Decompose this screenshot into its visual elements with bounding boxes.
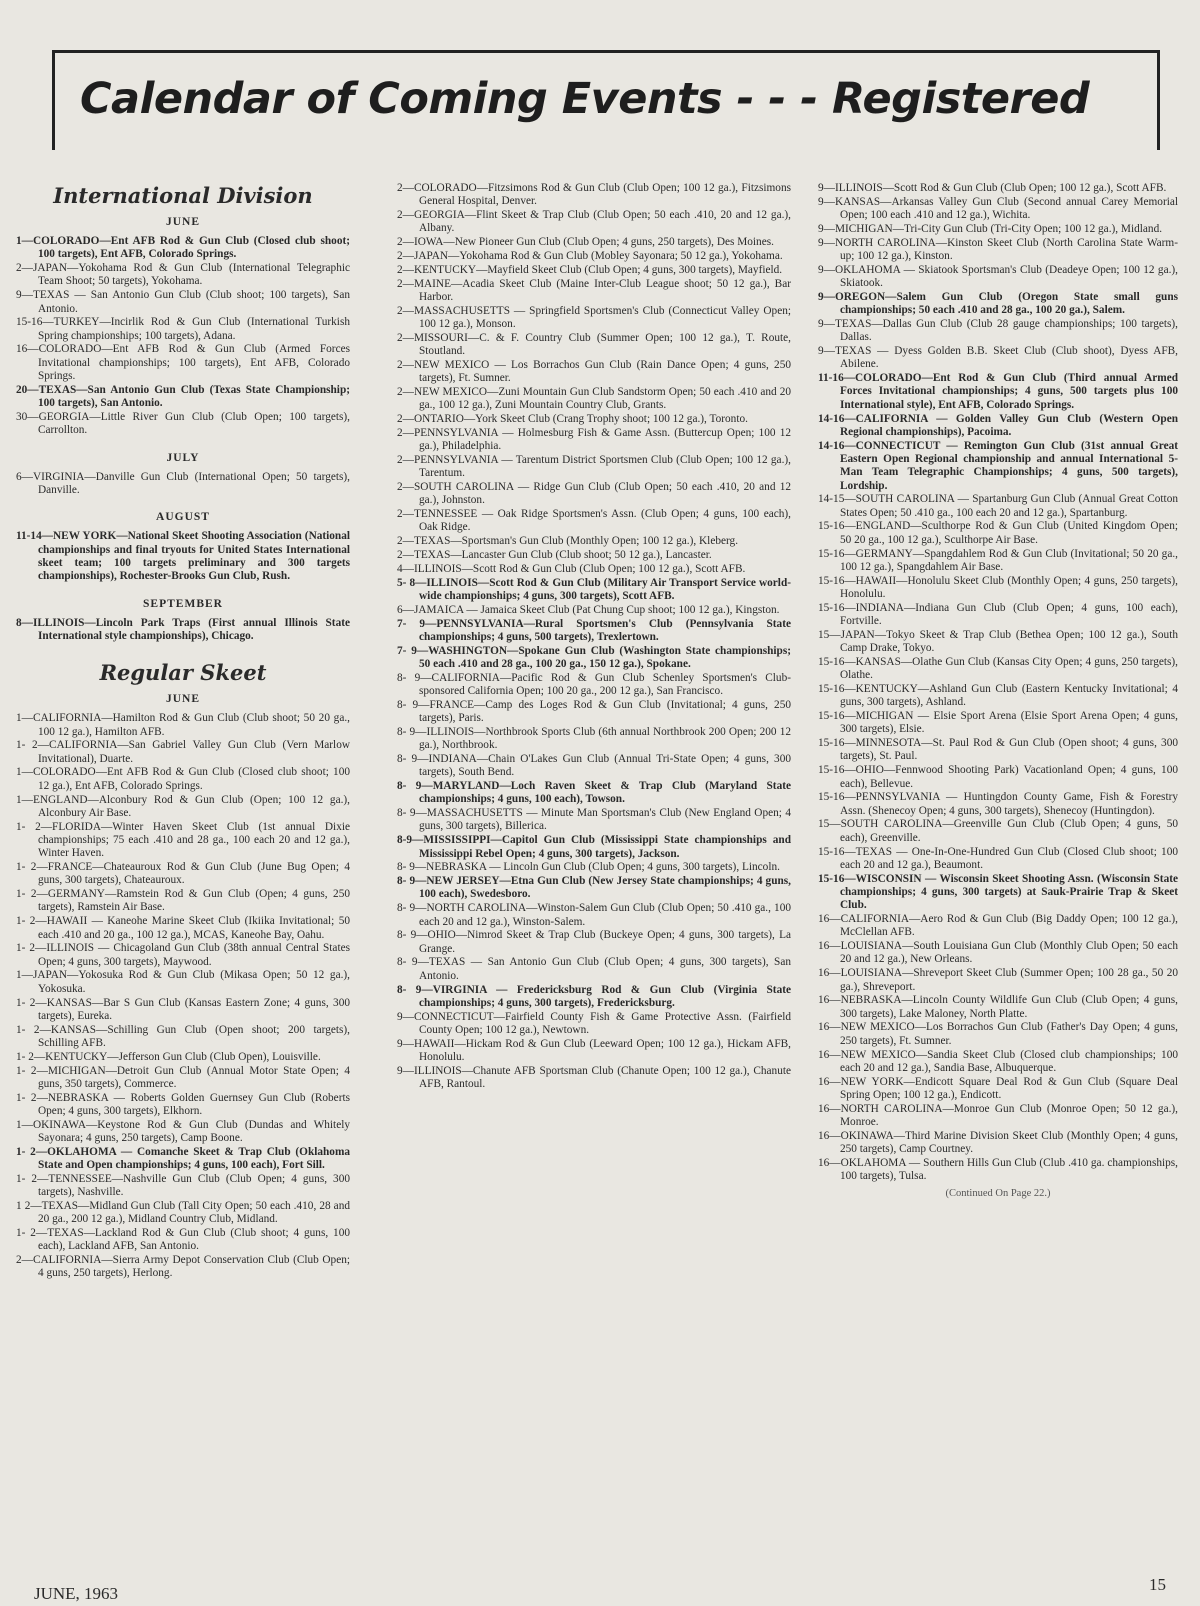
event-entry: 16—NEW MEXICO—Sandia Skeet Club (Closed club championships; 100 each 20 and 12 ga.), Sandia Base, Albuquerque. [818, 1048, 1178, 1074]
event-entry: 15-16—HAWAII—Honolulu Skeet Club (Monthly Open; 4 guns, 250 targets), Honolulu. [818, 574, 1178, 600]
event-entry: 9—ILLINOIS—Scott Rod & Gun Club (Club Open; 100 12 ga.), Scott AFB. [818, 182, 1167, 194]
intl-july-heading: JULY [166, 451, 200, 464]
event-entry: 15-16—TURKEY—Incirlik Rod & Gun Club (International Turkish Spring championships; 100 targets), Adana. [16, 316, 350, 342]
event-entry: 16—NEW YORK—Endicott Square Deal Rod & Gun Club (Square Deal Spring Open; 100 12 ga.), Endicott. [818, 1075, 1178, 1101]
page-title: Calendar of Coming Events - - - Registered [80, 74, 1090, 124]
event-entry: 14-16—CALIFORNIA — Golden Valley Gun Club (Western Open Regional championships), Pacoima. [818, 412, 1178, 438]
event-entry: 2—PENNSYLVANIA — Holmesburg Fish & Game Assn. (Buttercup Open; 100 12 ga.), Philadelphia. [397, 426, 791, 453]
event-entry: 6—VIRGINIA—Danville Gun Club (International Open; 50 targets), Danville. [16, 470, 350, 496]
event-entry: 2—MISSOURI—C. & F. Country Club (Summer Open; 100 12 ga.), T. Route, Stoutland. [397, 331, 791, 358]
event-entry: 9—MICHIGAN—Tri-City Gun Club (Tri-City Open; 100 12 ga.), Midland. [818, 222, 1163, 235]
event-entry: 8- 9—MASSACHUSETTS — Minute Man Sportsman's Club (New England Open; 4 guns, 300 targets), Billerica. [397, 807, 791, 833]
event-entry: 1 2—TEXAS—Midland Gun Club (Tall City Open; 50 each .410, 28 and 20 ga., 200 12 ga.), Midland Country Club, Midland. [16, 1199, 350, 1226]
continued-note: (Continued On Page 22.) [945, 1188, 1051, 1200]
event-entry: 2—SOUTH CAROLINA — Ridge Gun Club (Club Open; 50 each .410, 20 and 12 ga.), Johnston. [397, 481, 791, 507]
event-entry: 8- 9—FRANCE—Camp des Loges Rod & Gun Club (Invitational; 4 guns, 250 targets), Paris. [397, 698, 791, 725]
event-entry: 4—ILLINOIS—Scott Rod & Gun Club (Club Open; 100 12 ga.), Scott AFB. [397, 562, 746, 575]
event-entry: 15-16—MINNESOTA—St. Paul Rod & Gun Club (Open shoot; 4 guns, 300 targets), St. Paul. [818, 737, 1178, 763]
event-entry: 8- 9—OHIO—Nimrod Skeet & Trap Club (Buckeye Open; 4 guns, 300 targets), La Grange. [397, 929, 791, 955]
column-3 [818, 182, 1178, 1201]
event-entry: 8-9—MISSISSIPPI—Capitol Gun Club (Mississippi State championships and Mississippi Rebel Open; 4 guns, 300 targets), Jackson. [397, 834, 791, 860]
event-entry: 9—CONNECTICUT—Fairfield County Fish & Game Protective Assn. (Fairfield County Open; 100 12 ga.), Newtown. [397, 1010, 791, 1036]
event-entry: 1- 2—HAWAII — Kaneohe Marine Skeet Club (Ikiika Invitational; 50 each .410 and 20 ga., 100 12 ga.), MCAS, Kaneohe Bay, Oahu. [16, 915, 350, 941]
event-entry: 1- 2—KANSAS—Bar S Gun Club (Kansas Eastern Zone; 4 guns, 300 targets), Eureka. [16, 996, 350, 1022]
column-1 [16, 170, 350, 1281]
event-entry: 1- 2—TEXAS—Lackland Rod & Gun Club (Club shoot; 4 guns, 100 each), Lackland AFB, San Antonio. [16, 1227, 350, 1253]
event-entry: 2—KENTUCKY—Mayfield Skeet Club (Club Open; 4 guns, 300 targets), Mayfield. [397, 263, 783, 276]
event-entry: 2—NEW MEXICO — Los Borrachos Gun Club (Rain Dance Open; 4 guns, 250 targets), Ft. Sumner. [397, 358, 791, 385]
regular-col2-list [397, 182, 791, 1091]
event-entry: 1—COLORADO—Ent AFB Rod & Gun Club (Closed club shoot; 100 12 ga.), Ent AFB, Colorado Springs. [16, 766, 350, 792]
event-entry: 2—COLORADO—Fitzsimons Rod & Gun Club (Club Open; 100 12 ga.), Fitzsimons General Hospital, Denver. [397, 182, 791, 208]
event-entry: 15-16—WISCONSIN — Wisconsin Skeet Shooting Assn. (Wisconsin State championships; 4 guns, 300 targets) at Sauk-Prairie Trap & Skeet Club. [818, 872, 1178, 912]
intl-september-list [16, 617, 350, 644]
event-entry: 16—OKLAHOMA — Southern Hills Gun Club (Club .410 ga. championships, 100 targets), Tulsa. [818, 1156, 1178, 1183]
event-entry: 8- 9—INDIANA—Chain O'Lakes Gun Club (Annual Tri-State Open; 4 guns, 300 targets), South Bend. [397, 752, 791, 779]
event-entry: 1- 2—KENTUCKY—Jefferson Gun Club (Club Open), Louisville. [16, 1050, 321, 1063]
event-entry: 8- 9—ILLINOIS—Northbrook Sports Club (6th annual Northbrook 200 Open; 200 12 ga.), Northbrook. [397, 725, 791, 752]
page-number: 15 [1149, 1575, 1166, 1594]
issue-date: JUNE, 1963 [34, 1584, 119, 1603]
event-entry: 2—CALIFORNIA—Sierra Army Depot Conservation Club (Club Open; 4 guns, 250 targets), Herlong. [16, 1254, 350, 1280]
event-entry: 9—OREGON—Salem Gun Club (Oregon State small guns championships; 50 each .410 and 28 ga., 100 20 ga.), Salem. [818, 290, 1178, 317]
event-entry: 16—COLORADO—Ent AFB Rod & Gun Club (Armed Forces Invitational championships; 100 targets), Ent AFB, Colorado Springs. [16, 343, 350, 383]
event-entry: 1- 2—FLORIDA—Winter Haven Skeet Club (1st annual Dixie championships; 75 each .410 and 28 ga., 100 each 20 and 12 ga.), Winter Haven. [16, 820, 350, 860]
event-entry: 2—TEXAS—Sportsman's Gun Club (Monthly Open; 100 12 ga.), Kleberg. [397, 535, 739, 548]
event-entry: 1—JAPAN—Yokosuka Rod & Gun Club (Mikasa Open; 50 12 ga.), Yokosuka. [16, 969, 350, 995]
international-division-heading: International Division [53, 183, 313, 208]
event-entry: 15—SOUTH CAROLINA—Greenville Gun Club (Club Open; 4 guns, 50 each), Greenville. [818, 818, 1178, 844]
event-entry: 1- 2—GERMANY—Ramstein Rod & Gun Club (Open; 4 guns, 250 targets), Ramstein Air Base. [16, 888, 350, 914]
event-entry: 2—MASSACHUSETTS — Springfield Sportsmen's Club (Connecticut Valley Open; 100 12 ga.), Monson. [397, 304, 791, 330]
event-entry: 16—LOUISIANA—South Louisiana Gun Club (Monthly Club Open; 50 each 20 and 12 ga.), New Orleans. [818, 940, 1178, 966]
event-entry: 8- 9—VIRGINIA — Fredericksburg Rod & Gun Club (Virginia State championships; 4 guns, 300 targets), Fredericksburg. [397, 983, 791, 1009]
event-entry: 1- 2—KANSAS—Schilling Gun Club (Open shoot; 200 targets), Schilling AFB. [16, 1023, 350, 1049]
event-entry: 16—LOUISIANA—Shreveport Skeet Club (Summer Open; 100 28 ga., 50 20 ga.), Shreveport. [818, 967, 1178, 993]
event-entry: 1- 2—FRANCE—Chateauroux Rod & Gun Club (June Bug Open; 4 guns, 300 targets), Chateauroux. [16, 861, 350, 887]
event-entry: 2—ONTARIO—York Skeet Club (Crang Trophy shoot; 100 12 ga.), Toronto. [397, 413, 748, 426]
event-entry: 16—NORTH CAROLINA—Monroe Gun Club (Monroe Open; 50 12 ga.), Monroe. [818, 1102, 1178, 1128]
event-entry: 15-16—GERMANY—Spangdahlem Rod & Gun Club (Invitational; 50 20 ga., 100 12 ga.), Spangdahlem Air Base. [818, 547, 1178, 573]
column-2 [397, 182, 791, 1092]
event-entry: 15-16—KENTUCKY—Ashland Gun Club (Eastern Kentucky Invitational; 4 guns, 300 targets), Ashland. [818, 682, 1178, 709]
intl-june-heading: JUNE [165, 216, 201, 228]
intl-august-list [16, 530, 350, 583]
regular-col1-list [16, 712, 350, 1280]
event-entry: 9—NORTH CAROLINA—Kinston Skeet Club (North Carolina State Warm-up; 100 12 ga.), Kinston. [818, 236, 1178, 262]
event-entry: 2—NEW MEXICO—Zuni Mountain Gun Club Sandstorm Open; 50 each .410 and 20 ga., 100 12 ga.), Zuni Mountain Country Club, Grants. [397, 385, 791, 412]
event-entry: 6—JAMAICA — Jamaica Skeet Club (Pat Chung Cup shoot; 100 12 ga.), Kingston. [397, 603, 780, 616]
event-entry: 15-16—INDIANA—Indiana Gun Club (Club Open; 4 guns, 100 each), Fortville. [818, 601, 1178, 627]
event-entry: 2—JAPAN—Yokohama Rod & Gun Club (Mobley Sayonara; 50 12 ga.), Yokohama. [397, 249, 783, 262]
event-entry: 1—CALIFORNIA—Hamilton Rod & Gun Club (Club shoot; 50 20 ga., 100 12 ga.), Hamilton AFB. [16, 712, 350, 738]
event-entry: 11-14—NEW YORK—National Skeet Shooting Association (National championships and final tryouts for United States International skeet team; 100 targets preliminary and 300 targets championships), Rochester-Brooks Gun Club, Rush. [16, 530, 350, 583]
event-entry: 1- 2—ILLINOIS — Chicagoland Gun Club (38th annual Central States Open; 4 guns, 300 targets), Maywood. [16, 942, 350, 968]
event-entry: 15-16—KANSAS—Olathe Gun Club (Kansas City Open; 4 guns, 250 targets), Olathe. [818, 655, 1178, 682]
event-entry: 1- 2—NEBRASKA — Roberts Golden Guernsey Gun Club (Roberts Open; 4 guns, 300 targets), Elkhorn. [16, 1091, 350, 1117]
event-entry: 2—TENNESSEE — Oak Ridge Sportsmen's Assn. (Club Open; 4 guns, 100 each), Oak Ridge. [397, 508, 791, 534]
event-entry: 8- 9—NORTH CAROLINA—Winston-Salem Gun Club (Club Open; 50 .410 ga., 100 each 20 and 12 ga.), Winston-Salem. [397, 902, 791, 928]
event-entry: 15-16—MICHIGAN — Elsie Sport Arena (Elsie Sport Arena Open; 4 guns, 300 targets), Elsie. [818, 710, 1178, 736]
event-entry: 9—TEXAS — San Antonio Gun Club (Club shoot; 100 targets), San Antonio. [16, 289, 350, 315]
event-entry: 1- 2—CALIFORNIA—San Gabriel Valley Gun Club (Vern Marlow Invitational), Duarte. [16, 739, 350, 765]
event-entry: 8—ILLINOIS—Lincoln Park Traps (First annual Illinois State International style championships), Chicago. [16, 616, 350, 642]
regular-col3-list [818, 182, 1178, 1183]
event-entry: 1- 2—TENNESSEE—Nashville Gun Club (Club Open; 4 guns, 300 targets), Nashville. [16, 1172, 350, 1199]
event-entry: 7- 9—WASHINGTON—Spokane Gun Club (Washington State championships; 50 each .410 and 28 ga., 100 20 ga., 150 12 ga.), Spokane. [397, 644, 791, 670]
event-entry: 11-16—COLORADO—Ent Rod & Gun Club (Third annual Armed Forces Invitational championships; 4 guns, 500 targets plus 100 International style), Ent AFB, Colorado Springs. [818, 372, 1178, 411]
event-entry: 16—NEBRASKA—Lincoln County Wildlife Gun Club (Club Open; 4 guns, 300 targets), Lake Maloney, North Platte. [818, 994, 1178, 1020]
event-entry: 2—GEORGIA—Flint Skeet & Trap Club (Club Open; 50 each .410, 20 and 12 ga.), Albany. [397, 209, 791, 235]
event-entry: 2—MAINE—Acadia Skeet Club (Maine Inter-Club League shoot; 50 12 ga.), Bar Harbor. [397, 277, 791, 303]
event-entry: 2—JAPAN—Yokohama Rod & Gun Club (International Telegraphic Team Shoot; 50 targets), Yokohama. [16, 262, 350, 288]
event-entry: 9—ILLINOIS—Chanute AFB Sportsman Club (Chanute Open; 100 12 ga.), Chanute AFB, Rantoul. [397, 1064, 791, 1091]
event-entry: 1—COLORADO—Ent AFB Rod & Gun Club (Closed club shoot; 100 targets), Ent AFB, Colorado Springs. [16, 235, 350, 261]
event-entry: 16—NEW MEXICO—Los Borrachos Gun Club (Father's Day Open; 4 guns, 250 targets), Ft. Sumner. [818, 1021, 1178, 1047]
event-entry: 20—TEXAS—San Antonio Gun Club (Texas State Championship; 100 targets), San Antonio. [16, 383, 350, 410]
event-entry: 2—TEXAS—Lancaster Gun Club (Club shoot; 50 12 ga.), Lancaster. [397, 549, 712, 562]
event-entry: 15-16—PENNSYLVANIA — Huntingdon County Game, Fish & Forestry Assn. (Shenecoy Open; 4 guns, 300 targets), Shenecoy (Huntingdon). [818, 791, 1178, 817]
event-entry: 15-16—OHIO—Fennwood Shooting Park) Vacationland Open; 4 guns, 100 each), Bellevue. [818, 764, 1178, 790]
regular-june-heading: JUNE [165, 693, 201, 706]
event-entry: 7- 9—PENNSYLVANIA—Rural Sportsmen's Club (Pennsylvania State championships; 4 guns, 500 targets), Trexlertown. [397, 617, 791, 643]
intl-august-heading: AUGUST [156, 511, 210, 524]
event-entry: 9—HAWAII—Hickam Rod & Gun Club (Leeward Open; 100 12 ga.), Hickam AFB, Honolulu. [397, 1037, 791, 1063]
event-entry: 9—TEXAS—Dallas Gun Club (Club 28 gauge championships; 100 targets), Dallas. [818, 317, 1178, 344]
event-entry: 9—TEXAS — Dyess Golden B.B. Skeet Club (Club shoot), Dyess AFB, Abilene. [818, 345, 1178, 371]
event-entry: 14-16—CONNECTICUT — Remington Gun Club (31st annual Great Eastern Open Regional championship and annual International 5-Man Team Telegraphic Championships; 4 guns, 500 targets), Lordship. [818, 439, 1178, 492]
event-entry: 1—OKINAWA—Keystone Rod & Gun Club (Dundas and Whitely Sayonara; 4 guns, 250 targets), Camp Boone. [16, 1118, 350, 1144]
event-entry: 8- 9—NEBRASKA — Lincoln Gun Club (Club Open; 4 guns, 300 targets), Lincoln. [397, 861, 780, 874]
event-entry: 14-15—SOUTH CAROLINA — Spartanburg Gun Club (Annual Great Cotton States Open; 50 .410 ga., 100 each 20 and 12 ga.), Spartanburg. [818, 493, 1178, 519]
intl-september-heading: SEPTEMBER [143, 597, 223, 610]
event-entry: 9—KANSAS—Arkansas Valley Gun Club (Second annual Carey Memorial Open; 100 each .410 and 12 ga.), Wichita. [818, 195, 1178, 222]
event-entry: 30—GEORGIA—Little River Gun Club (Club Open; 100 targets), Carrollton. [16, 410, 350, 437]
event-entry: 1- 2—OKLAHOMA — Comanche Skeet & Trap Club (Oklahoma State and Open championships; 4 guns, 100 each), Fort Sill. [16, 1145, 350, 1172]
event-entry: 8- 9—TEXAS — San Antonio Gun Club (Club Open; 4 guns, 300 targets), San Antonio. [397, 956, 791, 982]
intl-june-list [16, 235, 350, 437]
event-entry: 1- 2—MICHIGAN—Detroit Gun Club (Annual Motor State Open; 4 guns, 350 targets), Commerce. [16, 1064, 350, 1090]
event-entry: 8- 9—MARYLAND—Loch Raven Skeet & Trap Club (Maryland State championships; 4 guns, 100 each), Towson. [397, 780, 791, 806]
event-entry: 2—IOWA—New Pioneer Gun Club (Club Open; 4 guns, 250 targets), Des Moines. [397, 236, 774, 249]
regular-skeet-heading: Regular Skeet [99, 660, 267, 686]
event-entry: 16—CALIFORNIA—Aero Rod & Gun Club (Big Daddy Open; 100 12 ga.), McClellan AFB. [818, 913, 1178, 939]
event-entry: 1—ENGLAND—Alconbury Rod & Gun Club (Open; 100 12 ga.), Alconbury Air Base. [16, 793, 350, 819]
event-entry: 9—OKLAHOMA — Skiatook Sportsman's Club (Deadeye Open; 100 12 ga.), Skiatook. [818, 263, 1178, 290]
intl-july-list [16, 471, 350, 498]
event-entry: 2—PENNSYLVANIA — Tarentum District Sportsmen Club (Club Open; 100 12 ga.), Tarentum. [397, 453, 791, 480]
event-entry: 15-16—TEXAS — One-In-One-Hundred Gun Club (Closed Club shoot; 100 each 20 and 12 ga.), Beaumont. [818, 845, 1178, 871]
event-entry: 15-16—ENGLAND—Sculthorpe Rod & Gun Club (United Kingdom Open; 50 20 ga., 100 12 ga.), Sculthorpe Air Base. [818, 520, 1178, 546]
event-entry: 15—JAPAN—Tokyo Skeet & Trap Club (Bethea Open; 100 12 ga.), South Camp Drake, Tokyo. [818, 628, 1178, 655]
event-entry: 16—OKINAWA—Third Marine Division Skeet Club (Monthly Open; 4 guns, 250 targets), Camp Courtney. [818, 1129, 1178, 1156]
event-entry: 5- 8—ILLINOIS—Scott Rod & Gun Club (Military Air Transport Service world-wide championships; 4 guns, 300 targets), Scott AFB. [397, 576, 791, 602]
event-entry: 8- 9—CALIFORNIA—Pacific Rod & Gun Club Schenley Sportsmen's Club-sponsored California Open; 100 20 ga., 200 12 ga.), San Francisco. [397, 671, 791, 697]
event-entry: 8- 9—NEW JERSEY—Etna Gun Club (New Jersey State championships; 4 guns, 100 each), Swedesboro. [397, 875, 791, 901]
